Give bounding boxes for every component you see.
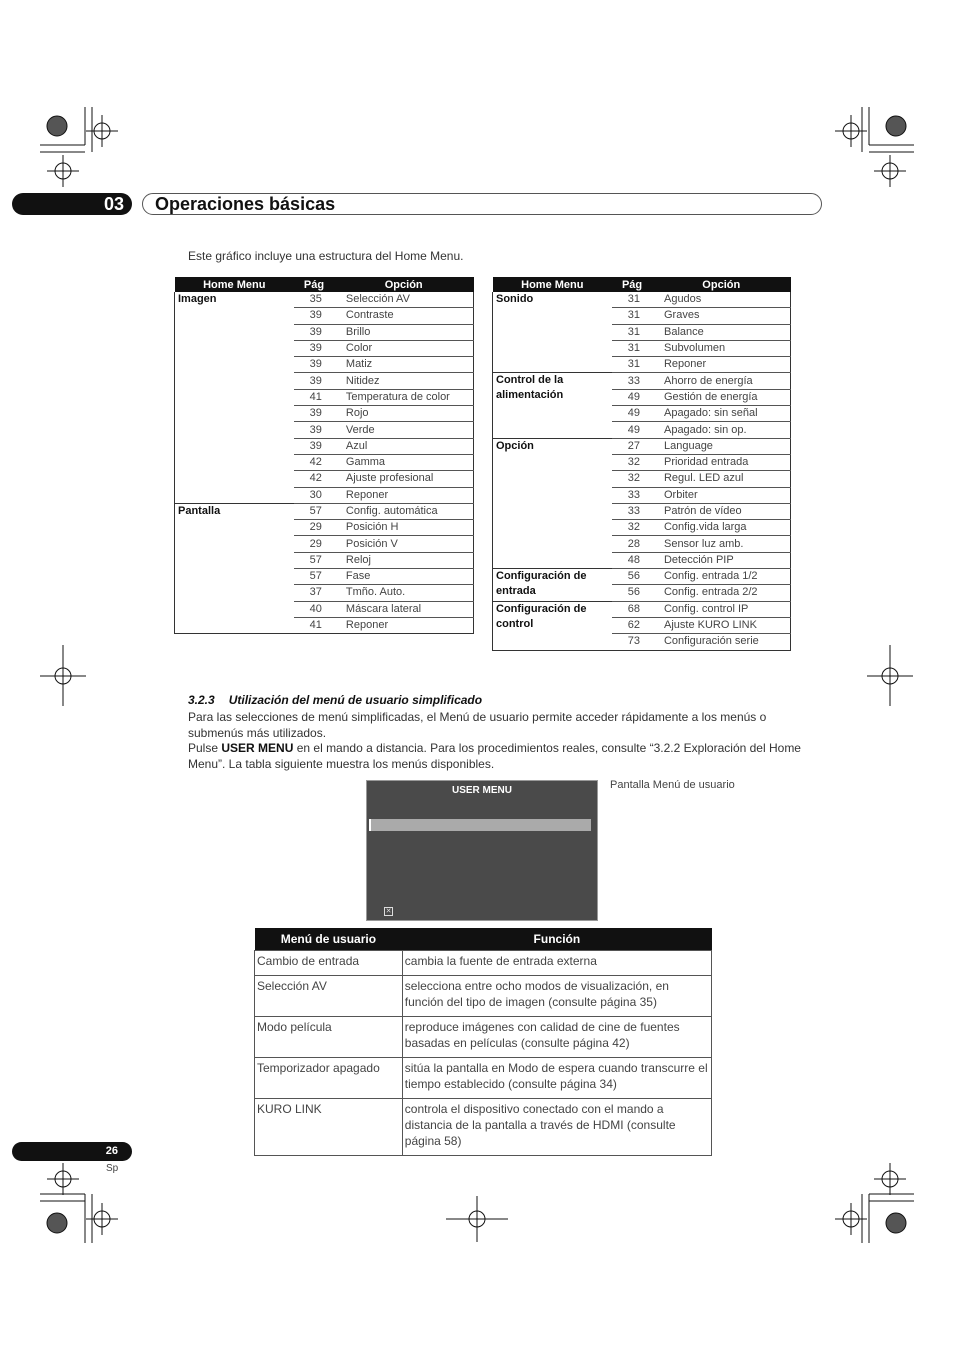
option-label: Config. automática — [334, 503, 474, 519]
col-header-home-menu: Home Menu — [175, 277, 295, 292]
menu-group-label: Opción — [493, 438, 613, 568]
page-ref: 39 — [294, 340, 334, 356]
page-ref: 39 — [294, 373, 334, 389]
option-label: Ajuste KURO LINK — [652, 617, 791, 633]
option-label: Reponer — [334, 487, 474, 503]
page-ref: 31 — [612, 292, 652, 308]
option-label: Graves — [652, 308, 791, 324]
col-header-function: Función — [402, 928, 711, 951]
menu-group-label: Sonido — [493, 292, 613, 373]
option-label: Config.vida larga — [652, 520, 791, 536]
user-menu-function: sitúa la pantalla en Modo de espera cuando transcurre el tiempo establecido (consulte página 34) — [402, 1058, 711, 1099]
section-paragraph-1: Para las selecciones de menú simplificadas, el Menú de usuario permite acceder rápidamente a los menús o submenús más utilizados. — [188, 710, 767, 740]
menu-group-label: Configuración de entrada — [493, 569, 613, 602]
option-label: Nitidez — [334, 373, 474, 389]
chapter-title-bar — [142, 193, 822, 215]
page-ref: 33 — [612, 373, 652, 389]
screen-caption: Pantalla Menú de usuario — [610, 779, 735, 791]
chapter-badge — [12, 193, 132, 215]
table-row — [175, 503, 474, 519]
home-menu-table-right — [492, 277, 791, 651]
page-ref: 49 — [612, 406, 652, 422]
page-ref: 48 — [612, 552, 652, 568]
page-ref: 28 — [612, 536, 652, 552]
option-label: Apagado: sin señal — [652, 406, 791, 422]
user-menu-item: Modo película — [255, 1017, 403, 1058]
option-label: Orbiter — [652, 487, 791, 503]
table-row — [255, 976, 712, 1017]
menu-group-label: Imagen — [175, 292, 295, 503]
chapter-number: 03 — [103, 194, 124, 214]
page-ref: 62 — [612, 617, 652, 633]
page-ref: 39 — [294, 324, 334, 340]
option-label: Apagado: sin op. — [652, 422, 791, 438]
screen-selected-item-bar — [369, 819, 591, 831]
user-menu-item: Selección AV — [255, 976, 403, 1017]
page-ref: 37 — [294, 585, 334, 601]
page-ref: 56 — [612, 585, 652, 601]
option-label: Configuración serie — [652, 634, 791, 650]
page-ref: 57 — [294, 552, 334, 568]
option-label: Posición V — [334, 536, 474, 552]
option-label: Reponer — [334, 617, 474, 633]
col-header-option: Opción — [652, 277, 791, 292]
option-label: Temperatura de color — [334, 389, 474, 405]
section-title: Utilización del menú de usuario simplificado — [228, 693, 483, 707]
table-row — [175, 292, 474, 308]
user-menu-function: selecciona entre ocho modos de visualización, en función del tipo de imagen (consulte página 35) — [402, 976, 711, 1017]
user-menu-item: KURO LINK — [255, 1099, 403, 1156]
page-ref: 40 — [294, 601, 334, 617]
option-label: Regul. LED azul — [652, 471, 791, 487]
option-label: Fase — [334, 569, 474, 585]
page-ref: 68 — [612, 601, 652, 617]
option-label: Reloj — [334, 552, 474, 568]
para2-text-post: en el mando a distancia. Para los procedimientos reales, consulte “3.2.2 Exploración del Home Menu”. La tabla siguiente muestra los menús disponibles. — [188, 741, 801, 771]
page-ref: 41 — [294, 617, 334, 633]
col-header-user-menu: Menú de usuario — [255, 928, 403, 951]
col-header-home-menu: Home Menu — [493, 277, 613, 292]
option-label: Prioridad entrada — [652, 454, 791, 470]
page-ref: 57 — [294, 569, 334, 585]
page-ref: 31 — [612, 308, 652, 324]
option-label: Sensor luz amb. — [652, 536, 791, 552]
user-menu-screen — [366, 780, 598, 921]
section-number: 3.2.3 — [188, 693, 215, 707]
screen-title: USER MENU — [451, 785, 512, 796]
table-row — [493, 373, 791, 389]
page-ref: 57 — [294, 503, 334, 519]
option-label: Máscara lateral — [334, 601, 474, 617]
option-label: Language — [652, 438, 791, 454]
option-label: Matiz — [334, 357, 474, 373]
home-menu-table-left — [174, 277, 474, 634]
option-label: Azul — [334, 438, 474, 454]
section-paragraph-2 — [188, 740, 818, 772]
page-ref: 33 — [612, 503, 652, 519]
close-icon: ✕ — [385, 908, 392, 915]
section-heading — [188, 693, 482, 707]
option-label: Posición H — [334, 520, 474, 536]
table-row — [255, 1099, 712, 1156]
option-label: Balance — [652, 324, 791, 340]
page-ref: 29 — [294, 536, 334, 552]
menu-group-label: Control de la alimentación — [493, 373, 613, 438]
user-menu-function: cambia la fuente de entrada externa — [402, 951, 711, 976]
user-menu-key-label: USER MENU — [221, 741, 294, 755]
table-row — [493, 569, 791, 585]
page-ref: 31 — [612, 324, 652, 340]
page-ref: 39 — [294, 308, 334, 324]
option-label: Config. entrada 1/2 — [652, 569, 791, 585]
page-ref: 39 — [294, 406, 334, 422]
user-menu-function: controla el dispositivo conectado con el mando a distancia de la pantalla a través de HDMI (consulte página 58) — [402, 1099, 711, 1156]
option-label: Gamma — [334, 454, 474, 470]
table-row — [255, 1017, 712, 1058]
page-ref: 41 — [294, 389, 334, 405]
option-label: Config. entrada 2/2 — [652, 585, 791, 601]
user-menu-function: reproduce imágenes con calidad de cine de fuentes basadas en películas (consulte página 42) — [402, 1017, 711, 1058]
option-label: Config. control IP — [652, 601, 791, 617]
table-row — [255, 1058, 712, 1099]
page-ref: 56 — [612, 569, 652, 585]
user-menu-item: Cambio de entrada — [255, 951, 403, 976]
option-label: Subvolumen — [652, 340, 791, 356]
page-ref: 32 — [612, 471, 652, 487]
option-label: Agudos — [652, 292, 791, 308]
page-ref: 32 — [612, 520, 652, 536]
page-ref: 42 — [294, 454, 334, 470]
user-menu-item: Temporizador apagado — [255, 1058, 403, 1099]
page-ref: 73 — [612, 634, 652, 650]
page-number-badge — [12, 1142, 132, 1161]
menu-group-label: Configuración de control — [493, 601, 613, 650]
option-label: Selección AV — [334, 292, 474, 308]
intro-text: Este gráfico incluye una estructura del Home Menu. — [188, 249, 464, 263]
page-ref: 32 — [612, 454, 652, 470]
option-label: Detección PIP — [652, 552, 791, 568]
table-row — [493, 292, 791, 308]
page-language: Sp — [106, 1163, 119, 1174]
page-ref: 39 — [294, 422, 334, 438]
option-label: Ajuste profesional — [334, 471, 474, 487]
page-ref: 29 — [294, 520, 334, 536]
page-ref: 39 — [294, 438, 334, 454]
page-ref: 49 — [612, 389, 652, 405]
page-ref: 39 — [294, 357, 334, 373]
option-label: Color — [334, 340, 474, 356]
option-label: Rojo — [334, 406, 474, 422]
option-label: Ahorro de energía — [652, 373, 791, 389]
option-label: Contraste — [334, 308, 474, 324]
page-ref: 27 — [612, 438, 652, 454]
table-row — [255, 951, 712, 976]
para2-text-pre: Pulse — [188, 741, 222, 755]
col-header-option: Opción — [334, 277, 474, 292]
option-label: Tmño. Auto. — [334, 585, 474, 601]
option-label: Verde — [334, 422, 474, 438]
col-header-page: Pág — [612, 277, 652, 292]
table-row — [493, 438, 791, 454]
option-label: Brillo — [334, 324, 474, 340]
menu-group-label: Pantalla — [175, 503, 295, 633]
user-menu-table — [254, 928, 712, 1156]
chapter-title: Operaciones básicas — [155, 194, 336, 214]
col-header-page: Pág — [294, 277, 334, 292]
page-ref: 49 — [612, 422, 652, 438]
page-ref: 33 — [612, 487, 652, 503]
page-ref: 35 — [294, 292, 334, 308]
page-ref: 42 — [294, 471, 334, 487]
page-ref: 31 — [612, 340, 652, 356]
page-ref: 31 — [612, 357, 652, 373]
option-label: Reponer — [652, 357, 791, 373]
option-label: Gestión de energía — [652, 389, 791, 405]
page-number: 26 — [105, 1145, 118, 1157]
table-row — [493, 601, 791, 617]
page-ref: 30 — [294, 487, 334, 503]
option-label: Patrón de vídeo — [652, 503, 791, 519]
